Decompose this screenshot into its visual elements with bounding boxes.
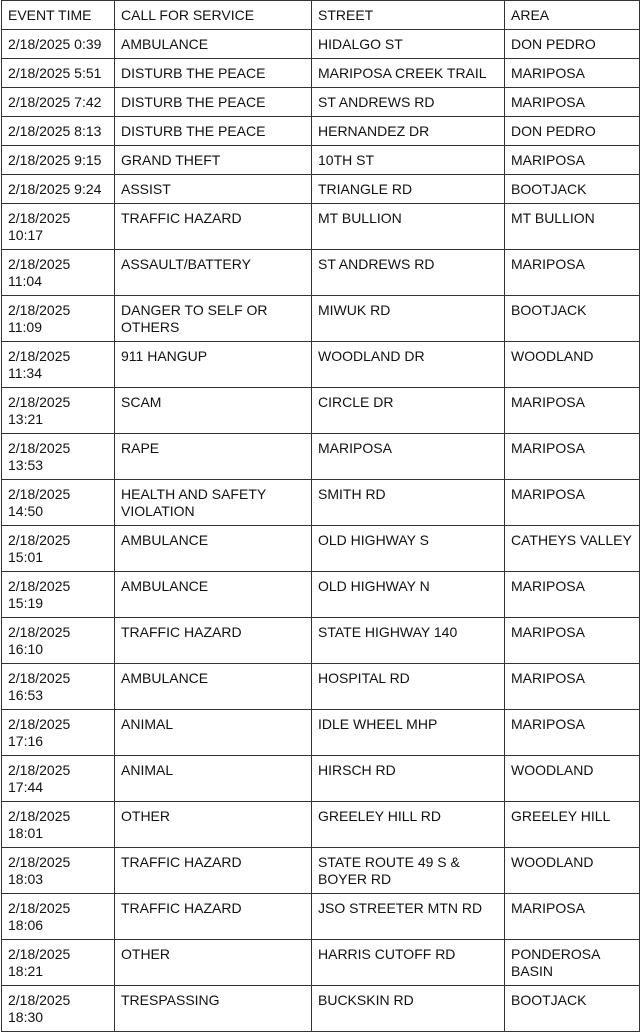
call-for-service-cell: DISTURB THE PEACE [115,88,312,117]
street-cell: 10TH ST [312,146,505,175]
event-time-cell: 2/18/2025 18:21 [2,940,115,986]
header-street: STREET [312,1,505,30]
street-cell: MIWUK RD [312,296,505,342]
event-time-cell: 2/18/2025 13:53 [2,434,115,480]
call-for-service-cell: TRAFFIC HAZARD [115,848,312,894]
table-row [2,480,640,526]
area-cell: CATHEYS VALLEY [505,526,640,572]
event-time-cell: 2/18/2025 8:13 [2,117,115,146]
table-row [2,848,640,894]
call-for-service-cell: OTHER [115,940,312,986]
event-time-cell: 2/18/2025 16:10 [2,618,115,664]
area-cell: MARIPOSA [505,618,640,664]
call-for-service-cell: TRAFFIC HAZARD [115,894,312,940]
street-cell: OLD HIGHWAY N [312,572,505,618]
call-for-service-cell: 911 HANGUP [115,342,312,388]
area-cell: BOOTJACK [505,296,640,342]
table-row [2,802,640,848]
call-for-service-cell: DISTURB THE PEACE [115,117,312,146]
event-time-cell: 2/18/2025 16:53 [2,664,115,710]
header-event-time: EVENT TIME [2,1,115,30]
area-cell: MARIPOSA [505,250,640,296]
table-header-row [2,1,640,30]
event-time-cell: 2/18/2025 15:19 [2,572,115,618]
event-time-cell: 2/18/2025 11:09 [2,296,115,342]
event-time-cell: 2/18/2025 0:39 [2,30,115,59]
table-row [2,664,640,710]
table-row [2,204,640,250]
area-cell: DON PEDRO [505,117,640,146]
street-cell: HOSPITAL RD [312,664,505,710]
call-for-service-cell: HEALTH AND SAFETY VIOLATION [115,480,312,526]
event-time-cell: 2/18/2025 11:34 [2,342,115,388]
call-for-service-cell: ASSIST [115,175,312,204]
table-row [2,296,640,342]
street-cell: GREELEY HILL RD [312,802,505,848]
call-for-service-cell: GRAND THEFT [115,146,312,175]
event-time-cell: 2/18/2025 15:01 [2,526,115,572]
street-cell: JSO STREETER MTN RD [312,894,505,940]
area-cell: GREELEY HILL [505,802,640,848]
street-cell: SMITH RD [312,480,505,526]
street-cell: BUCKSKIN RD [312,986,505,1032]
street-cell: MT BULLION [312,204,505,250]
event-time-cell: 2/18/2025 17:16 [2,710,115,756]
event-time-cell: 2/18/2025 14:50 [2,480,115,526]
event-time-cell: 2/18/2025 5:51 [2,59,115,88]
area-cell: MARIPOSA [505,434,640,480]
table-row [2,756,640,802]
table-row [2,572,640,618]
call-for-service-cell: OTHER [115,802,312,848]
event-time-cell: 2/18/2025 9:24 [2,175,115,204]
area-cell: MARIPOSA [505,572,640,618]
call-for-service-cell: AMBULANCE [115,30,312,59]
area-cell: WOODLAND [505,342,640,388]
table-row [2,175,640,204]
street-cell: HIRSCH RD [312,756,505,802]
call-for-service-cell: ASSAULT/BATTERY [115,250,312,296]
area-cell: MARIPOSA [505,146,640,175]
street-cell: ST ANDREWS RD [312,88,505,117]
table-row [2,117,640,146]
area-cell: MARIPOSA [505,388,640,434]
street-cell: TRIANGLE RD [312,175,505,204]
table-body [2,30,640,1032]
street-cell: HIDALGO ST [312,30,505,59]
area-cell: MARIPOSA [505,710,640,756]
table-row [2,526,640,572]
call-for-service-cell: TRESPASSING [115,986,312,1032]
area-cell: PONDEROSA BASIN [505,940,640,986]
street-cell: HERNANDEZ DR [312,117,505,146]
street-cell: MARIPOSA [312,434,505,480]
table-row [2,250,640,296]
street-cell: OLD HIGHWAY S [312,526,505,572]
area-cell: MARIPOSA [505,88,640,117]
event-time-cell: 2/18/2025 17:44 [2,756,115,802]
street-cell: STATE HIGHWAY 140 [312,618,505,664]
event-time-cell: 2/18/2025 7:42 [2,88,115,117]
table-row [2,146,640,175]
call-for-service-cell: ANIMAL [115,756,312,802]
table-row [2,986,640,1032]
area-cell: MARIPOSA [505,664,640,710]
street-cell: IDLE WHEEL MHP [312,710,505,756]
call-for-service-cell: AMBULANCE [115,526,312,572]
event-time-cell: 2/18/2025 10:17 [2,204,115,250]
event-time-cell: 2/18/2025 9:15 [2,146,115,175]
call-for-service-cell: AMBULANCE [115,664,312,710]
header-call-for-service: CALL FOR SERVICE [115,1,312,30]
area-cell: MARIPOSA [505,480,640,526]
area-cell: WOODLAND [505,848,640,894]
table-row [2,388,640,434]
event-time-cell: 2/18/2025 18:01 [2,802,115,848]
area-cell: MT BULLION [505,204,640,250]
street-cell: WOODLAND DR [312,342,505,388]
table-row [2,940,640,986]
table-row [2,30,640,59]
call-for-service-cell: RAPE [115,434,312,480]
table-row [2,894,640,940]
call-for-service-cell: AMBULANCE [115,572,312,618]
call-for-service-cell: ANIMAL [115,710,312,756]
street-cell: CIRCLE DR [312,388,505,434]
call-for-service-cell: TRAFFIC HAZARD [115,618,312,664]
event-time-cell: 2/18/2025 18:30 [2,986,115,1032]
table-row [2,434,640,480]
event-time-cell: 2/18/2025 13:21 [2,388,115,434]
street-cell: HARRIS CUTOFF RD [312,940,505,986]
table-row [2,342,640,388]
area-cell: WOODLAND [505,756,640,802]
event-time-cell: 2/18/2025 18:03 [2,848,115,894]
table-row [2,59,640,88]
event-time-cell: 2/18/2025 18:06 [2,894,115,940]
area-cell: MARIPOSA [505,894,640,940]
call-for-service-cell: SCAM [115,388,312,434]
street-cell: ST ANDREWS RD [312,250,505,296]
call-for-service-cell: TRAFFIC HAZARD [115,204,312,250]
table-row [2,710,640,756]
area-cell: MARIPOSA [505,59,640,88]
area-cell: BOOTJACK [505,986,640,1032]
call-for-service-cell: DANGER TO SELF OR OTHERS [115,296,312,342]
street-cell: STATE ROUTE 49 S & BOYER RD [312,848,505,894]
event-time-cell: 2/18/2025 11:04 [2,250,115,296]
street-cell: MARIPOSA CREEK TRAIL [312,59,505,88]
area-cell: DON PEDRO [505,30,640,59]
call-log-table [1,0,640,1032]
table-row [2,88,640,117]
header-area: AREA [505,1,640,30]
area-cell: BOOTJACK [505,175,640,204]
call-for-service-cell: DISTURB THE PEACE [115,59,312,88]
table-row [2,618,640,664]
